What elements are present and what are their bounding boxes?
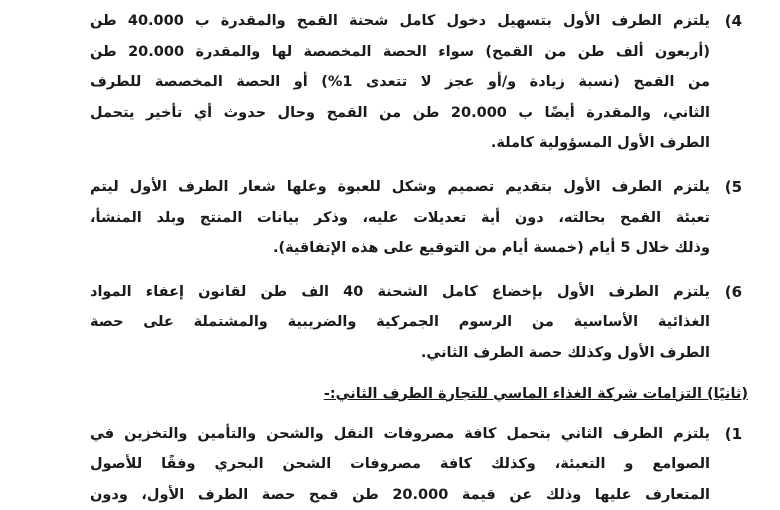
section-heading: (ثانيًا) التزامات شركة الغذاء الماسي للتجارة الطرف الثاني:- <box>323 385 748 402</box>
clause-line: (أربعون ألف طن من القمح) سواء الحصة المخصصة لها والمقدرة 20.000 طن <box>90 43 710 60</box>
clause-line: من القمح (نسبة زيادة و/أو عجز لا تتعدى 1%) أو الحصة المخصصة للطرف <box>90 74 710 91</box>
clause-line: وذلك خلال 5 أيام (خمسة أيام من التوقيع على هذه الإتفاقية). <box>272 240 710 257</box>
clause-5 <box>0 172 780 264</box>
clause-number: 5) <box>724 177 742 196</box>
clause-6 <box>0 277 780 369</box>
clause-number: 6) <box>724 282 742 301</box>
spacer <box>0 409 780 419</box>
clause-line: الثاني، والمقدرة أيضًا ب 20.000 طن من القمح وحال حدوث أي تأخير يتحمل <box>90 104 710 121</box>
clause-line: يلتزم الطرف الأول بتسهيل دخول كامل شحنة القمح والمقدرة ب 40.000 طن <box>90 13 710 29</box>
clause-line: الطرف الأول المسؤولية كاملة. <box>490 135 710 152</box>
clause-second-1 <box>0 419 780 510</box>
clause-line: الطرف الأول وكذلك حصة الطرف الثاني. <box>420 344 710 361</box>
clause-line: تعبئة القمح بحالته، دون أية تعديلات عليه، وذكر بيانات المنتج وبلد المنشأ، <box>90 209 710 226</box>
spacer <box>0 159 780 172</box>
clause-line: الصوامع و التعبئة، وكذلك كافة مصروفات الشحن البحري وفقًا للأصول <box>90 456 710 473</box>
clause-line: يلتزم الطرف الأول بتقديم تصميم وشكل للعبوة وعلها شعار الطرف الأول ليتم <box>90 178 710 195</box>
clause-line: يلتزم الطرف الثاني بتحمل كافة مصروفات النقل والشحن والتأمين والتخزين في <box>90 425 710 442</box>
clause-line: يلتزم الطرف الأول بإخضاع كامل الشحنة 40 الف طن لقانون إعفاء المواد <box>90 283 710 300</box>
spacer <box>0 264 780 277</box>
clause-line: الغذائية الأساسية من الرسوم الجمركية والضريبية والمشتملة على حصة <box>90 314 710 331</box>
clause-number: 1) <box>724 424 742 443</box>
clause-line: المتعارف عليها وذلك عن قيمة 20.000 طن قمح حصة الطرف الأول، ودون <box>90 486 710 503</box>
clause-4 <box>0 6 780 159</box>
clause-number: 4) <box>724 12 742 30</box>
spacer <box>0 369 780 379</box>
